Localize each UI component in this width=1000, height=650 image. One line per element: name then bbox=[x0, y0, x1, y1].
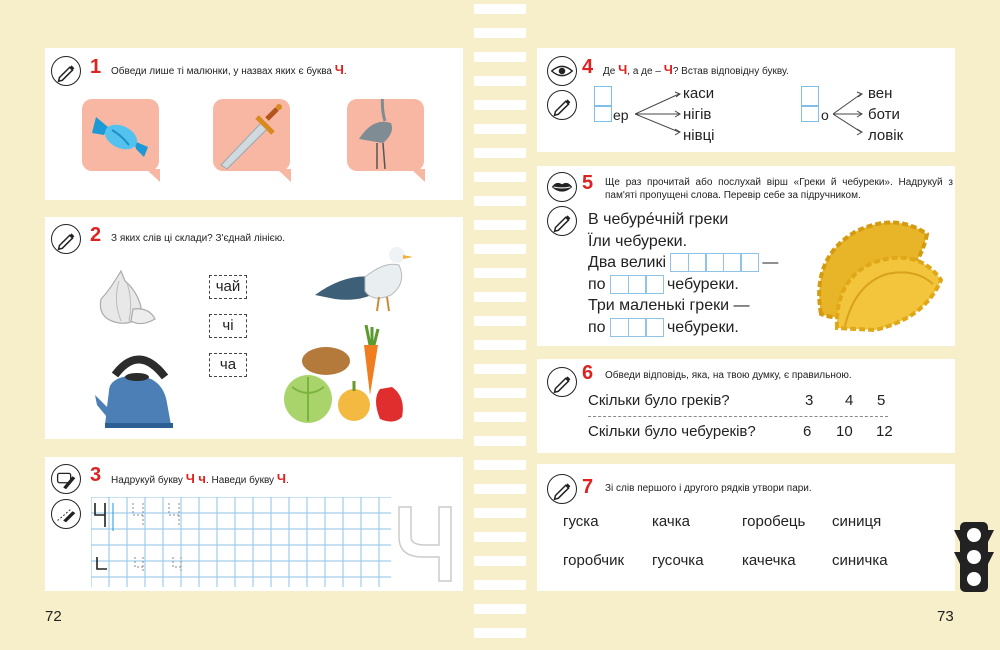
task-4-number: 4 bbox=[582, 56, 594, 78]
word-stub: о bbox=[821, 107, 829, 123]
word-ending: вен bbox=[868, 85, 893, 102]
task-6-panel bbox=[537, 359, 955, 453]
task-6-number: 6 bbox=[582, 362, 594, 384]
pencil-icon bbox=[547, 206, 577, 236]
outline-letter-che bbox=[395, 503, 457, 585]
task-7-panel bbox=[537, 464, 955, 591]
task-3-number: 3 bbox=[90, 464, 102, 486]
word-ending: каси bbox=[683, 85, 715, 102]
pair-word[interactable]: качечка bbox=[742, 552, 796, 569]
answer-option[interactable]: 10 bbox=[836, 423, 853, 440]
answer-option[interactable]: 5 bbox=[877, 392, 886, 409]
task-2-number: 2 bbox=[90, 224, 102, 246]
answer-option[interactable]: 12 bbox=[876, 423, 893, 440]
syllable-box[interactable]: чі bbox=[209, 314, 247, 338]
answer-option[interactable]: 6 bbox=[803, 423, 812, 440]
letter-box-lower[interactable] bbox=[594, 106, 612, 122]
word-ending: ловік bbox=[868, 127, 904, 144]
letter-box-upper[interactable] bbox=[594, 86, 612, 106]
poem-line: В чебуре́чній греки bbox=[588, 211, 729, 228]
cheburek-icon bbox=[815, 218, 943, 336]
task-7-instruction: Зі слів першого і другого рядків утвори пари. bbox=[605, 483, 812, 494]
pencil-icon bbox=[547, 367, 577, 397]
keyboard-pencil-icon bbox=[51, 464, 81, 494]
letter-box-lower[interactable] bbox=[801, 106, 819, 122]
garlic-icon bbox=[93, 269, 159, 327]
answer-option[interactable]: 3 bbox=[805, 392, 814, 409]
task-1-panel bbox=[45, 48, 463, 200]
heron-icon bbox=[347, 99, 424, 171]
question-chebureks: Скільки було чебуреків? bbox=[588, 423, 756, 440]
vegetables-icon bbox=[280, 325, 420, 425]
poem-line: Три маленькі греки — bbox=[588, 297, 750, 314]
answer-boxes[interactable] bbox=[610, 275, 663, 294]
pair-word[interactable]: гусочка bbox=[652, 552, 704, 569]
heron-bubble[interactable] bbox=[347, 99, 424, 171]
kettle-icon bbox=[95, 347, 181, 429]
task-5-panel bbox=[537, 166, 955, 346]
task-5-number: 5 bbox=[582, 172, 594, 194]
poem-line: Два великі — bbox=[588, 254, 779, 271]
candy-bubble[interactable] bbox=[82, 99, 159, 171]
page-number-right: 73 bbox=[937, 608, 954, 625]
pair-word[interactable]: горобчик bbox=[563, 552, 625, 569]
answer-boxes[interactable] bbox=[670, 253, 758, 272]
poem-line: Їли чебуреки. bbox=[588, 232, 688, 250]
traffic-light-icon bbox=[954, 522, 994, 592]
sword-icon bbox=[213, 99, 290, 171]
trace-pencil-icon bbox=[51, 499, 81, 529]
pencil-icon bbox=[547, 90, 577, 120]
book-spine bbox=[474, 0, 526, 650]
pair-word[interactable]: горобець bbox=[742, 513, 806, 530]
pair-word[interactable]: гуска bbox=[563, 513, 599, 530]
writing-grid[interactable] bbox=[91, 497, 391, 587]
task-7-number: 7 bbox=[582, 476, 594, 498]
page-number-left: 72 bbox=[45, 608, 62, 625]
pair-word[interactable]: качка bbox=[652, 513, 690, 530]
word-ending: боти bbox=[868, 106, 900, 123]
answer-option[interactable]: 4 bbox=[845, 392, 854, 409]
connector-arrows bbox=[635, 90, 683, 138]
pencil-icon bbox=[547, 474, 577, 504]
task-6-instruction: Обведи відповідь, яка, на твою думку, є правильною. bbox=[605, 370, 852, 381]
task-5-instruction: Ще раз прочитай або послухай вірш «Греки й чебуреки». Надрукуй з пам'яті пропущені слова. Перевір себе за підручником. bbox=[605, 177, 953, 201]
task-3-panel bbox=[45, 457, 463, 591]
task-2-instruction: З яких слів ці склади? З'єднай лінією. bbox=[111, 233, 286, 244]
poem bbox=[588, 209, 818, 338]
task-1-instruction: Обведи лише ті малюнки, у назвах яких є буква Ч. bbox=[111, 62, 347, 77]
eye-icon bbox=[547, 56, 577, 86]
sword-bubble[interactable] bbox=[213, 99, 290, 171]
connector-arrows bbox=[833, 90, 865, 138]
candy-icon bbox=[82, 99, 159, 171]
word-ending: нігів bbox=[683, 106, 712, 123]
poem-line: по чебуреки. bbox=[588, 318, 739, 336]
word-stub: ер bbox=[613, 107, 629, 123]
task-2-panel bbox=[45, 217, 463, 439]
syllable-box[interactable]: ча bbox=[209, 353, 247, 377]
word-ending: нівці bbox=[683, 127, 715, 144]
answer-boxes[interactable] bbox=[610, 318, 663, 337]
pair-word[interactable]: синиця bbox=[832, 513, 882, 530]
syllable-box[interactable]: чай bbox=[209, 275, 247, 299]
question-greeks: Скільки було греків? bbox=[588, 392, 730, 409]
pencil-icon bbox=[51, 56, 81, 86]
pair-word[interactable]: синичка bbox=[832, 552, 888, 569]
task-4-instruction: Де Ч, а де – Ч? Встав відповідну букву. bbox=[603, 62, 789, 77]
letter-box-upper[interactable] bbox=[801, 86, 819, 106]
divider bbox=[588, 416, 888, 417]
seagull-icon bbox=[315, 243, 415, 315]
task-3-instruction: Надрукуй букву Ч ч. Наведи букву Ч. bbox=[111, 471, 289, 486]
poem-line: по чебуреки. bbox=[588, 275, 739, 293]
task-1-number: 1 bbox=[90, 56, 102, 78]
lips-icon bbox=[547, 172, 577, 202]
pencil-icon bbox=[51, 224, 81, 254]
task-4-panel bbox=[537, 48, 955, 152]
